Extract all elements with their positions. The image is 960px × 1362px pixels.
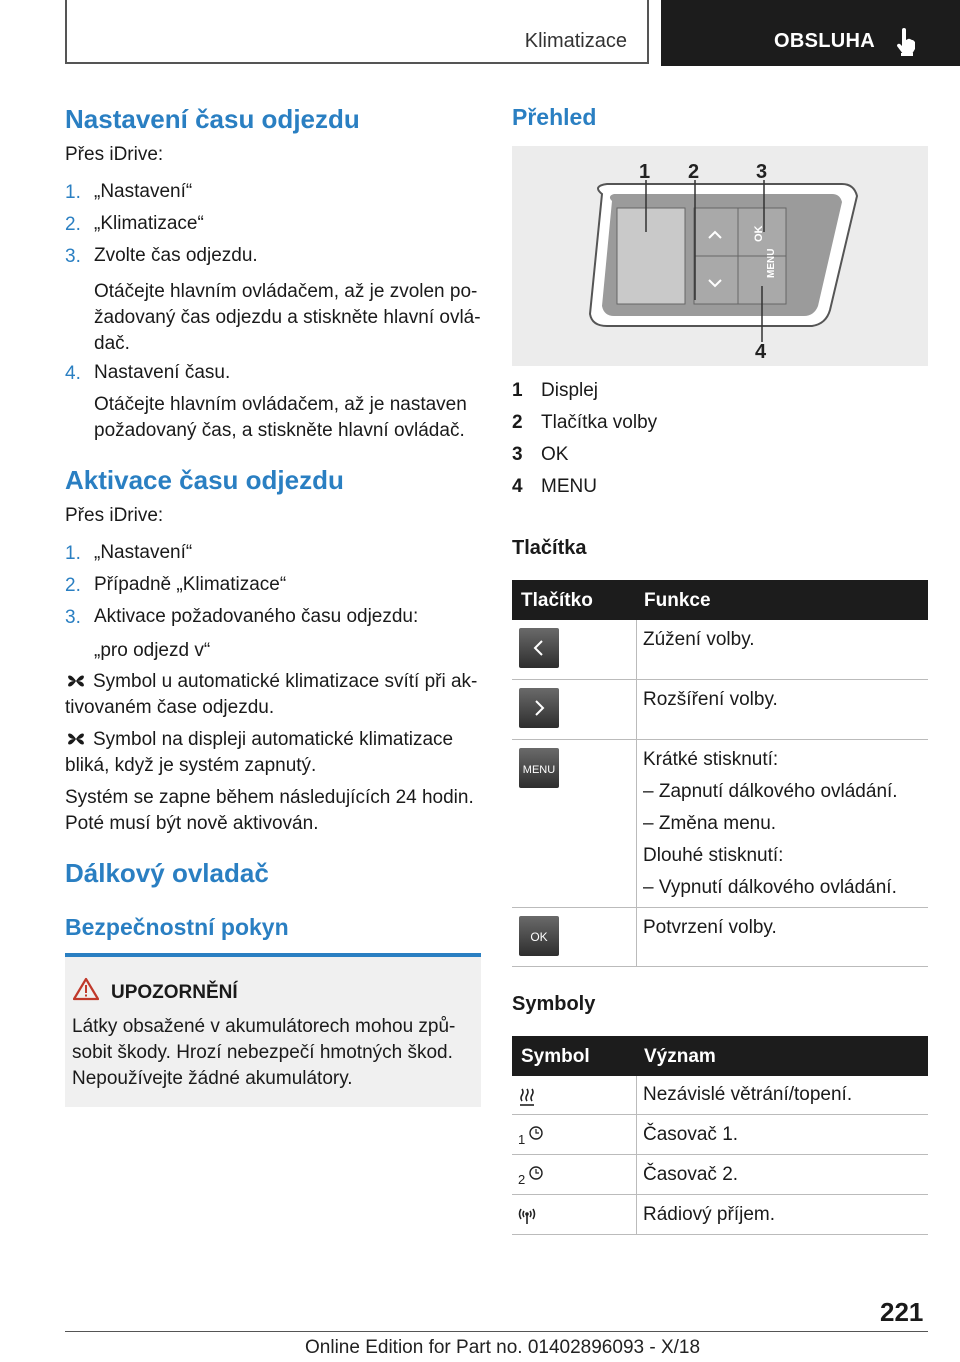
callout-2: 2 xyxy=(688,161,700,183)
ok-button-icon xyxy=(519,916,559,956)
header-frame xyxy=(65,0,649,64)
step-detail: „pro odjezd v“ xyxy=(94,640,211,661)
section-title-departure-time: Nastavení času odjezdu xyxy=(65,104,360,134)
step-number: 2. xyxy=(65,575,81,596)
page-number: 221 xyxy=(880,1297,924,1327)
legend-text: Tlačítka volby xyxy=(541,412,658,433)
step-number: 3. xyxy=(65,246,81,267)
symbols-title: Symboly xyxy=(512,993,596,1015)
radio-signal-icon xyxy=(517,1204,557,1226)
row-divider xyxy=(512,1154,928,1155)
warning-title: UPOZORNĚNÍ xyxy=(111,982,238,1003)
remote-key-illustration xyxy=(512,146,928,366)
warning-triangle-icon xyxy=(73,977,99,1001)
step-detail: Otáčejte hlavním ovládačem, až je zvolen po- žadovaný čas odjezdu a stiskněte hlavní ovlá- dač. xyxy=(94,281,481,354)
legend-number: 1 xyxy=(512,380,523,401)
legend-text: MENU xyxy=(541,476,597,497)
step-detail: Otáčejte hlavním ovládačem, až je nastaven požadovaný čas, a stiskněte hlavní ovládač. xyxy=(94,394,467,441)
table-cell: Rádiový příjem. xyxy=(643,1204,775,1225)
svg-text:1: 1 xyxy=(518,1132,526,1146)
buttons-table-header xyxy=(512,580,928,620)
timer-1-icon xyxy=(517,1124,557,1146)
step-text: „Nastavení“ xyxy=(94,181,193,202)
table-cell: Rozšíření volby. xyxy=(643,689,778,710)
step-number: 2. xyxy=(65,214,81,235)
table-cell: Potvrzení volby. xyxy=(643,917,777,938)
step-text: Nastavení času. xyxy=(94,362,231,383)
section-intro: Přes iDrive: xyxy=(65,144,164,165)
header-section-title: Klimatizace xyxy=(524,30,627,52)
row-divider xyxy=(512,739,928,740)
subsection-title-safety: Bezpečnostní pokyn xyxy=(65,914,289,940)
step-number: 4. xyxy=(65,363,81,384)
warning-box xyxy=(65,957,481,1107)
svg-text:OK: OK xyxy=(530,930,548,944)
svg-text:2: 2 xyxy=(518,1172,526,1186)
table-cell: Krátké stisknutí: – Zapnutí dálkového ovládání. – Změna menu. Dlouhé stisknutí: – Vypnutí dálkového ovládání. xyxy=(643,749,898,898)
legend-number: 2 xyxy=(512,412,523,433)
menu-button-icon xyxy=(519,748,559,788)
warning-text: Látky obsažené v akumulátorech mohou způ- sobit škody. Hrozí nebezpečí hmotných škod. Nepoužívejte žádné akumulátory. xyxy=(72,1016,456,1089)
step-number: 1. xyxy=(65,543,81,564)
callout-4: 4 xyxy=(755,341,767,363)
row-divider xyxy=(512,1234,928,1235)
footer-rule xyxy=(65,1331,928,1332)
column-header: Symbol xyxy=(521,1046,590,1067)
system-paragraph: Systém se zapne během následujících 24 hodin. Poté musí být nově aktivován. xyxy=(65,787,474,834)
callout-1: 1 xyxy=(639,161,651,183)
step-text: Zvolte čas odjezdu. xyxy=(94,245,258,266)
legend-text: Displej xyxy=(541,380,599,401)
section-title-remote: Dálkový ovladač xyxy=(65,858,269,888)
row-divider xyxy=(512,907,928,908)
header-tab[interactable] xyxy=(661,0,960,66)
section-intro: Přes iDrive: xyxy=(65,505,164,526)
column-header: Tlačítko xyxy=(521,590,593,611)
step-number: 3. xyxy=(65,607,81,628)
section-title-activation: Aktivace času odjezdu xyxy=(65,465,344,495)
step-text: „Nastavení“ xyxy=(94,542,193,563)
fan-symbol-paragraph: Symbol u automatické klimatizace svítí při ak- tivovaném čase odjezdu. xyxy=(65,671,478,718)
chevron-left-icon xyxy=(519,628,559,668)
legend-text: OK xyxy=(541,444,569,465)
legend-number: 3 xyxy=(512,444,523,465)
column-header: Funkce xyxy=(644,590,711,611)
timer-2-icon xyxy=(517,1164,557,1186)
callout-3: 3 xyxy=(756,161,768,183)
header-tab-label: OBSLUHA xyxy=(774,30,875,52)
buttons-title: Tlačítka xyxy=(512,537,587,559)
row-divider xyxy=(512,966,928,967)
step-text: Aktivace požadovaného času odjezdu: xyxy=(94,606,419,627)
row-divider xyxy=(512,1114,928,1115)
overview-title: Přehled xyxy=(512,104,597,130)
column-header: Význam xyxy=(644,1046,716,1067)
chevron-right-icon xyxy=(519,688,559,728)
ventilation-heating-icon xyxy=(517,1086,557,1108)
step-text: Případně „Klimatizace“ xyxy=(94,574,287,595)
step-number: 1. xyxy=(65,182,81,203)
column-divider xyxy=(636,1076,637,1234)
step-text: „Klimatizace“ xyxy=(94,213,204,234)
table-cell: Časovač 2. xyxy=(643,1164,739,1185)
fan-symbol-paragraph: Symbol na displeji automatické klimatizace bliká, když je systém zapnutý. xyxy=(65,729,454,776)
row-divider xyxy=(512,679,928,680)
column-divider xyxy=(636,620,637,966)
figure-ok-label: OK xyxy=(753,225,765,242)
svg-text:MENU: MENU xyxy=(522,764,556,776)
table-cell: Nezávislé větrání/topení. xyxy=(643,1084,853,1105)
table-cell: Časovač 1. xyxy=(643,1124,739,1145)
table-cell: Zúžení volby. xyxy=(643,629,755,650)
footer-edition: Online Edition for Part no. 01402896093 - X/18 xyxy=(305,1337,701,1358)
legend-number: 4 xyxy=(512,476,523,497)
figure-menu-label: MENU xyxy=(766,248,777,278)
symbols-table-header xyxy=(512,1036,928,1076)
fan-icon xyxy=(65,730,87,748)
fan-icon xyxy=(65,672,87,690)
hand-pointer-icon xyxy=(893,28,919,56)
row-divider xyxy=(512,1194,928,1195)
